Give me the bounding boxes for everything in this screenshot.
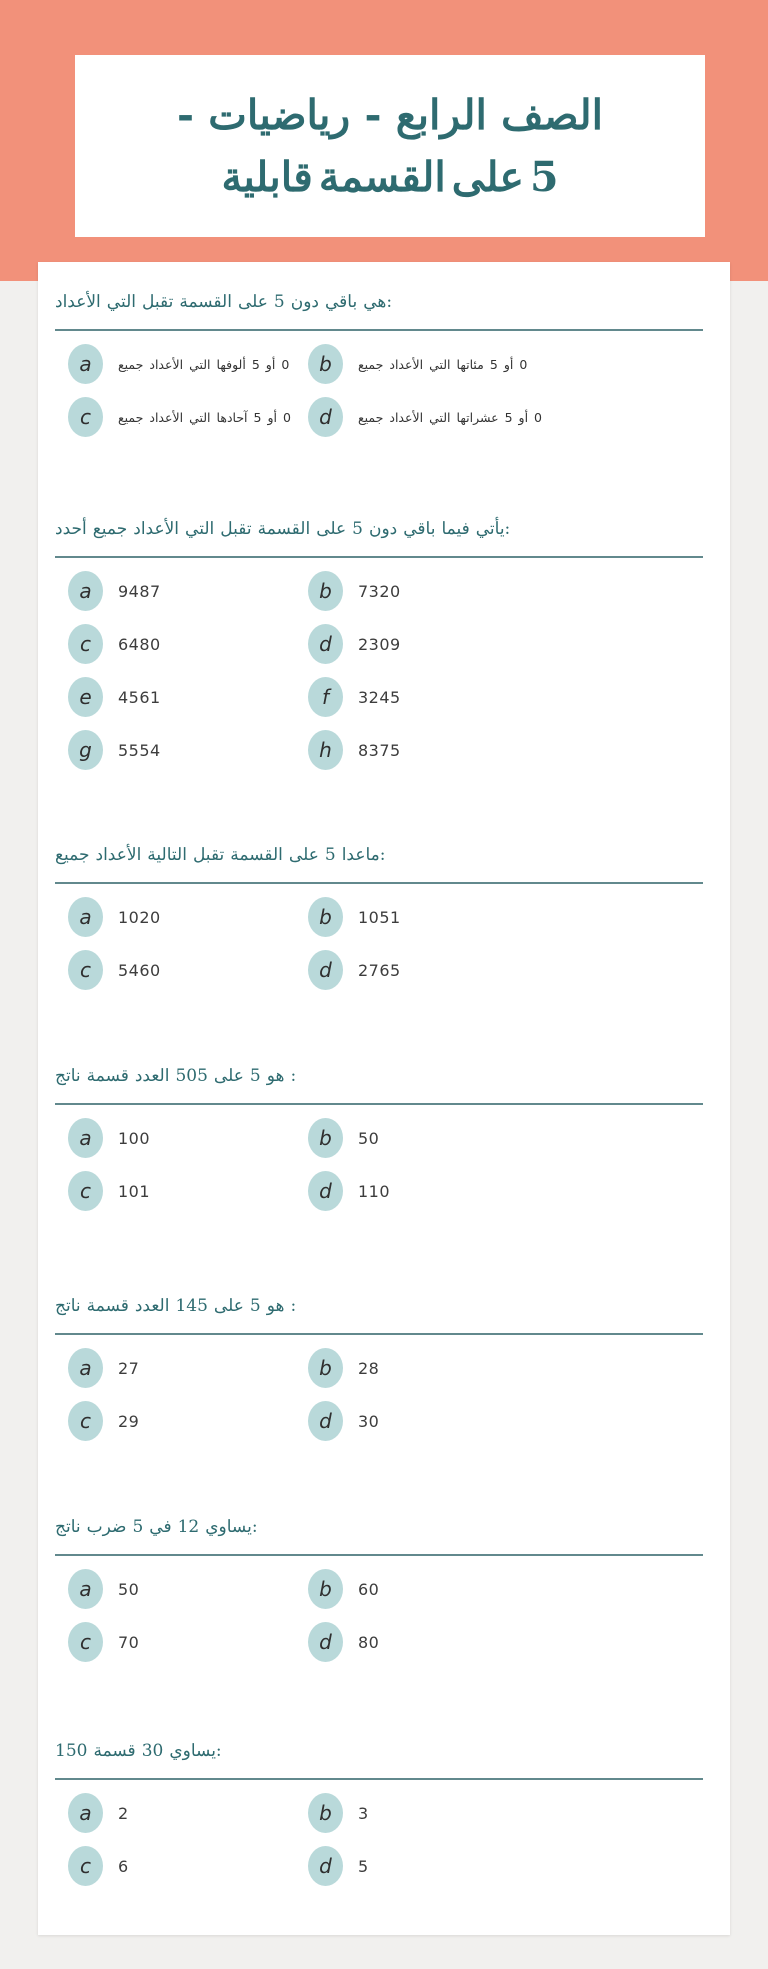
option-text: 101 bbox=[118, 1181, 151, 1201]
worksheet-card bbox=[38, 262, 730, 1935]
option-letter-badge: f bbox=[308, 677, 343, 717]
option-text: 100 bbox=[118, 1128, 151, 1148]
option-d[interactable] bbox=[308, 624, 401, 664]
question-heading: الأعداد التي تقبل القسمة على 5 دون باقي هي: bbox=[55, 292, 393, 312]
option-text: 4561 bbox=[118, 687, 161, 707]
question-section bbox=[38, 519, 730, 793]
question-heading: أحدد جميع الأعداد التي تقبل القسمة على 5 دون باقي فيما يأتي: bbox=[55, 519, 511, 539]
worksheet-title-line2: قابلية القسمة على 5 bbox=[221, 153, 559, 201]
option-letter-badge: a bbox=[68, 344, 103, 384]
option-d[interactable] bbox=[308, 397, 542, 437]
option-h[interactable] bbox=[308, 730, 401, 770]
option-letter-badge: d bbox=[308, 624, 343, 664]
question-divider bbox=[55, 1778, 703, 1780]
option-text: 5 bbox=[358, 1856, 369, 1876]
option-text: 70 bbox=[118, 1632, 140, 1652]
option-d[interactable] bbox=[308, 1401, 379, 1441]
option-a[interactable] bbox=[68, 1348, 139, 1388]
option-letter-badge: d bbox=[308, 1846, 343, 1886]
option-text: 28 bbox=[358, 1358, 380, 1378]
option-c[interactable] bbox=[68, 624, 161, 664]
option-text: 50 bbox=[118, 1579, 140, 1599]
option-text: 6480 bbox=[118, 634, 161, 654]
option-text: جميع الأعداد التي آحادها 5 أو 0 bbox=[118, 409, 291, 425]
option-d[interactable] bbox=[308, 950, 401, 990]
option-text: 6 bbox=[118, 1856, 129, 1876]
question-divider bbox=[55, 1333, 703, 1335]
question-section bbox=[38, 1517, 730, 1685]
question-divider bbox=[55, 882, 703, 884]
option-letter-badge: c bbox=[68, 624, 103, 664]
option-letter-badge: a bbox=[68, 1793, 103, 1833]
option-c[interactable] bbox=[68, 1171, 150, 1211]
option-letter-badge: d bbox=[308, 1622, 343, 1662]
option-letter-badge: c bbox=[68, 1846, 103, 1886]
option-text: جميع الأعداد التي مئاتها 5 أو 0 bbox=[358, 356, 528, 372]
option-text: 27 bbox=[118, 1358, 140, 1378]
option-letter-badge: c bbox=[68, 1401, 103, 1441]
option-text: 5554 bbox=[118, 740, 161, 760]
question-section bbox=[38, 1741, 730, 1909]
option-text: 29 bbox=[118, 1411, 140, 1431]
option-text: جميع الأعداد التي عشراتها 5 أو 0 bbox=[358, 409, 542, 425]
option-c[interactable] bbox=[68, 1401, 139, 1441]
option-c[interactable] bbox=[68, 1622, 139, 1662]
option-a[interactable] bbox=[68, 897, 161, 937]
option-letter-badge: b bbox=[308, 897, 343, 937]
option-letter-badge: a bbox=[68, 571, 103, 611]
option-text: 1020 bbox=[118, 907, 161, 927]
question-divider bbox=[55, 1554, 703, 1556]
option-text: 1051 bbox=[358, 907, 401, 927]
option-c[interactable] bbox=[68, 950, 161, 990]
option-letter-badge: b bbox=[308, 344, 343, 384]
header-band bbox=[0, 0, 768, 281]
option-b[interactable] bbox=[308, 897, 401, 937]
option-text: 50 bbox=[358, 1128, 380, 1148]
option-text: 3245 bbox=[358, 687, 401, 707]
option-e[interactable] bbox=[68, 677, 161, 717]
question-section bbox=[38, 1296, 730, 1464]
option-text: 5460 bbox=[118, 960, 161, 980]
option-text: 2309 bbox=[358, 634, 401, 654]
option-letter-badge: d bbox=[308, 1401, 343, 1441]
option-text: 30 bbox=[358, 1411, 380, 1431]
option-a[interactable] bbox=[68, 344, 289, 384]
title-card bbox=[75, 55, 705, 237]
option-text: 9487 bbox=[118, 581, 161, 601]
option-text: 3 bbox=[358, 1803, 369, 1823]
question-heading: 150 قسمة 30 يساوي: bbox=[55, 1741, 222, 1761]
option-b[interactable] bbox=[308, 1348, 379, 1388]
question-divider bbox=[55, 1103, 703, 1105]
option-g[interactable] bbox=[68, 730, 161, 770]
option-letter-badge: a bbox=[68, 1118, 103, 1158]
option-letter-badge: b bbox=[308, 1569, 343, 1609]
option-letter-badge: c bbox=[68, 1171, 103, 1211]
option-a[interactable] bbox=[68, 1793, 129, 1833]
question-divider bbox=[55, 329, 703, 331]
option-text: 2765 bbox=[358, 960, 401, 980]
option-letter-badge: b bbox=[308, 571, 343, 611]
option-letter-badge: g bbox=[68, 730, 103, 770]
option-text: 8375 bbox=[358, 740, 401, 760]
question-section bbox=[38, 845, 730, 1013]
option-letter-badge: h bbox=[308, 730, 343, 770]
option-letter-badge: c bbox=[68, 1622, 103, 1662]
question-section bbox=[38, 292, 730, 460]
question-section bbox=[38, 1066, 730, 1234]
option-b[interactable] bbox=[308, 1569, 379, 1609]
question-heading: جميع الأعداد التالية تقبل القسمة على 5 ماعدا: bbox=[55, 845, 386, 865]
option-d[interactable] bbox=[308, 1171, 390, 1211]
option-b[interactable] bbox=[308, 1793, 369, 1833]
option-text: 80 bbox=[358, 1632, 380, 1652]
question-heading: ناتج ضرب 5 في 12 يساوي: bbox=[55, 1517, 258, 1537]
option-d[interactable] bbox=[308, 1846, 369, 1886]
option-letter-badge: e bbox=[68, 677, 103, 717]
option-letter-badge: c bbox=[68, 397, 103, 437]
question-divider bbox=[55, 556, 703, 558]
option-c[interactable] bbox=[68, 1846, 129, 1886]
option-letter-badge: b bbox=[308, 1118, 343, 1158]
option-text: 110 bbox=[358, 1181, 391, 1201]
option-letter-badge: a bbox=[68, 1569, 103, 1609]
option-b[interactable] bbox=[308, 1118, 379, 1158]
option-letter-badge: c bbox=[68, 950, 103, 990]
option-letter-badge: d bbox=[308, 397, 343, 437]
option-a[interactable] bbox=[68, 1118, 150, 1158]
option-text: 2 bbox=[118, 1803, 129, 1823]
option-letter-badge: d bbox=[308, 1171, 343, 1211]
option-b[interactable] bbox=[308, 344, 527, 384]
option-letter-badge: a bbox=[68, 1348, 103, 1388]
option-b[interactable] bbox=[308, 571, 401, 611]
option-d[interactable] bbox=[308, 1622, 379, 1662]
worksheet-title-line1: الصف الرابع - رياضيات - bbox=[176, 91, 604, 139]
option-text: 7320 bbox=[358, 581, 401, 601]
option-a[interactable] bbox=[68, 571, 161, 611]
question-heading: ناتج قسمة العدد 505 على 5 هو : bbox=[55, 1066, 297, 1086]
option-text: 60 bbox=[358, 1579, 380, 1599]
option-letter-badge: d bbox=[308, 950, 343, 990]
option-letter-badge: b bbox=[308, 1348, 343, 1388]
question-heading: ناتج قسمة العدد 145 على 5 هو : bbox=[55, 1296, 297, 1316]
option-text: جميع الأعداد التي ألوفها 5 أو 0 bbox=[118, 356, 290, 372]
option-f[interactable] bbox=[308, 677, 401, 717]
option-a[interactable] bbox=[68, 1569, 139, 1609]
option-letter-badge: b bbox=[308, 1793, 343, 1833]
option-c[interactable] bbox=[68, 397, 291, 437]
option-letter-badge: a bbox=[68, 897, 103, 937]
